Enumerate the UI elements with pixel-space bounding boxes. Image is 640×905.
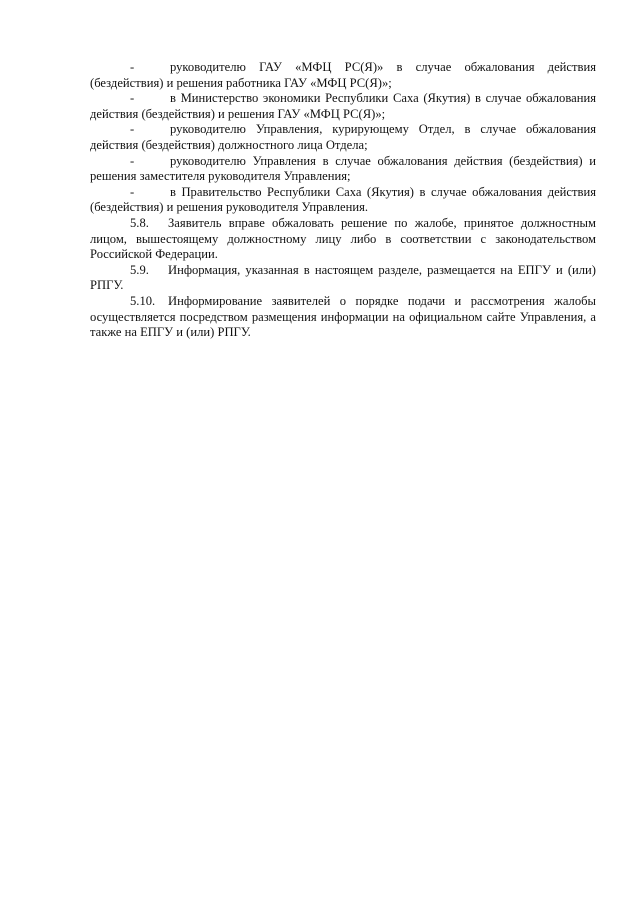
clause-number: 5.9. [130,262,149,277]
list-item [90,154,596,185]
numbered-paragraph [90,263,596,294]
paragraph-text: Информация, указанная в настоящем разделе, размещается на ЕПГУ и (или) РПГУ. [90,262,596,293]
list-item [90,122,596,153]
clause-number: 5.8. [130,215,149,230]
paragraph-text: руководителю Управления, курирующему Отдел, в случае обжалования действия (бездействия) должностного лица Отдела; [90,122,596,152]
bullet-marker: - [130,153,135,168]
paragraph-text: Заявитель вправе обжаловать решение по жалобе, принятое должностным лицом, вышестоящему должностному лицу либо в соответствии с законодательством Российской Федерации. [90,215,596,262]
paragraph-text: в Министерство экономики Республики Саха (Якутия) в случае обжалования действия (бездействия) и решения ГАУ «МФЦ РС(Я)»; [90,91,596,121]
list-item [90,91,596,122]
numbered-paragraph [90,294,596,341]
bullet-marker: - [130,184,135,199]
bullet-marker: - [130,91,135,106]
paragraph-text: руководителю Управления в случае обжалования действия (бездействия) и решения заместителя руководителя Управления; [90,153,596,184]
numbered-paragraph [90,216,596,263]
paragraph-text: руководителю ГАУ «МФЦ РС(Я)» в случае обжалования действия (бездействия) и решения работника ГАУ «МФЦ РС(Я)»; [90,60,596,90]
list-item [90,185,596,216]
paragraph-text: в Правительство Республики Саха (Якутия) в случае обжалования действия (бездействия) и решения руководителя Управления. [90,184,596,215]
bullet-marker: - [130,122,135,137]
clause-number: 5.10. [130,293,156,308]
document-page [90,60,596,341]
list-item [90,60,596,91]
bullet-marker: - [130,60,135,74]
paragraph-text: Информирование заявителей о порядке подачи и рассмотрения жалобы осуществляется посредством размещения информации на официальном сайте Управления, а также на ЕПГУ и (или) РПГУ. [90,293,596,340]
